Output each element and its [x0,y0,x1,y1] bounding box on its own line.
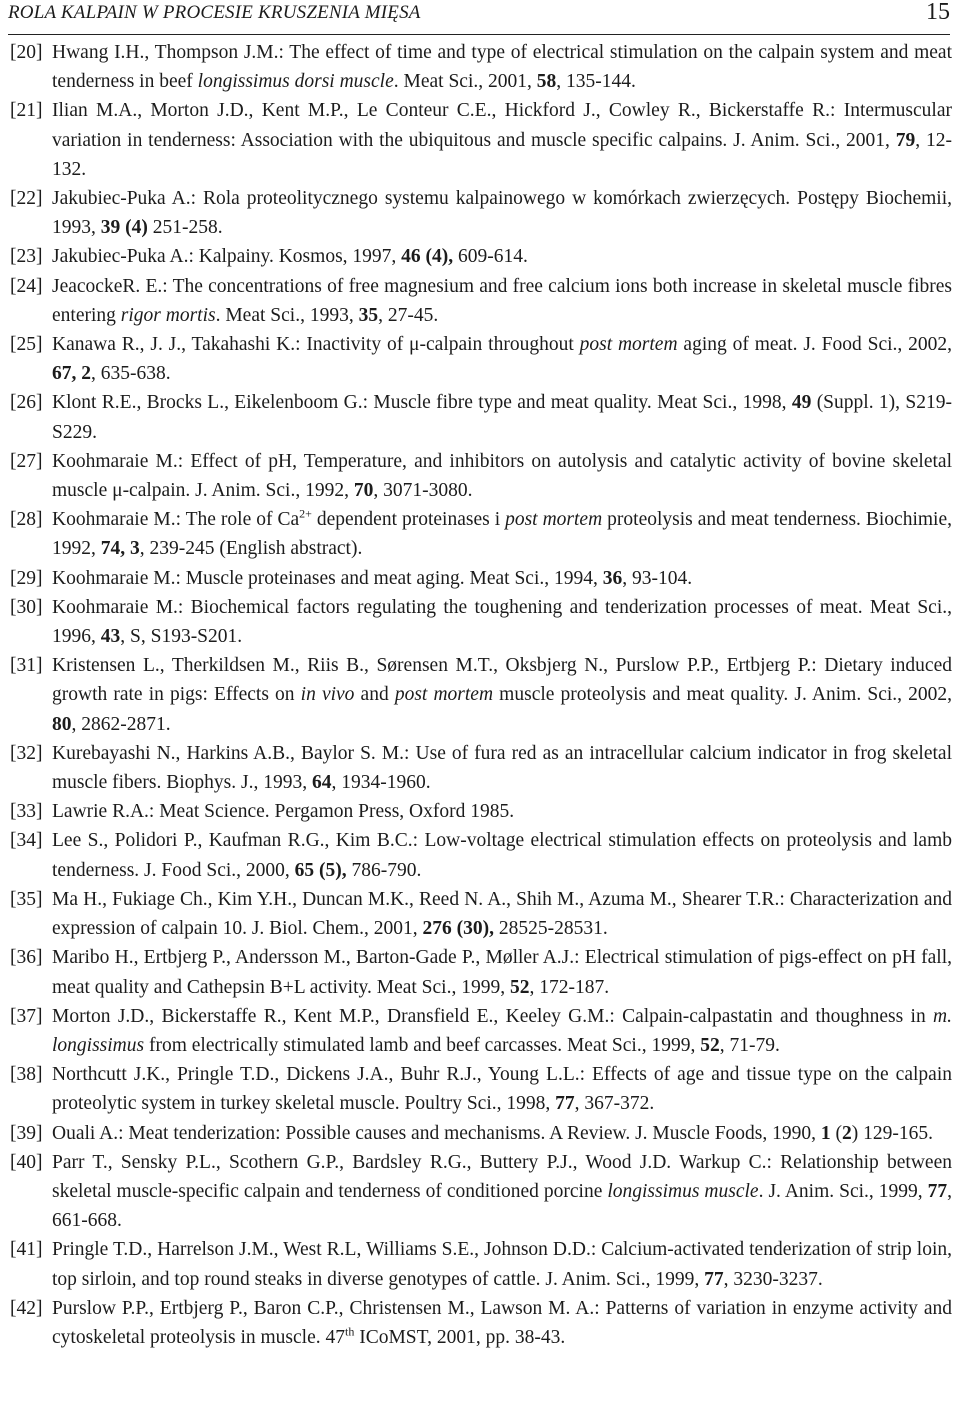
reference-number: [34] [10,830,43,852]
reference-text [52,272,952,330]
reference-segment: , 27-45. [378,304,439,326]
reference-segment: , S, S193-S201. [120,626,243,648]
reference-segment: Purslow P.P., Ertbjerg P., Baron C.P., Christensen M., Lawson M. A.: Patterns of variation in enzyme activity and cytoskeletal proteolysis in muscle. 47 [52,1297,952,1348]
reference-segment: Parr T., Sensky P.L., Scothern G.P., Bardsley R.G., Buttery P.J., Wood J.D. Warkup C.: Relationship between skeletal muscle-specific calpain and tenderness of conditioned porcine [52,1151,952,1202]
reference-text [52,826,952,884]
reference-item [10,1294,952,1352]
reference-segment: and [354,684,395,706]
page-number: 15 [926,0,950,25]
reference-item [10,96,952,184]
bold-text: 70 [353,480,374,502]
reference-segment: JeacockeR. E.: The concentrations of free magnesium and free calcium ions both increase in skeletal muscle fibres entering [52,275,952,326]
reference-item [10,184,952,242]
reference-segment: (Suppl. 1), S219-S229. [52,392,952,443]
running-title: ROLA KALPAIN W PROCESIE KRUSZENIA MIĘSA [8,2,421,23]
reference-item [10,38,952,96]
reference-number: [42] [10,1297,43,1319]
italic-text: post mortem [505,509,603,531]
reference-segment: aging of meat. J. Food Sci., 2002, [677,334,952,356]
superscript: th [345,1324,355,1339]
reference-number: [39] [10,1122,43,1144]
bold-text: 1 [820,1122,831,1144]
bold-text: 65 (5), [294,859,347,881]
reference-segment: Koohmaraie M.: Effect of pH, Temperature, and inhibitors on autolysis and catalytic activity of bovine skeletal muscle μ-calpain. J. Anim. Sci., 1992, [52,450,952,502]
reference-item [10,272,952,330]
reference-segment: 786-790. [346,859,422,881]
reference-segment: Jakubiec-Puka A.: Rola proteolitycznego systemu kalpainowego w komórkach zwierzęcych. Postępy Biochemii, 1993, [52,188,952,239]
reference-segment: . Meat Sci., 2001, [393,71,537,93]
reference-segment: Kanawa R., J. J., Takahashi K.: Inactivity of μ-calpain throughout [52,334,580,356]
reference-text [52,1148,952,1236]
reference-number: [26] [10,392,43,414]
reference-segment: Lawrie R.A.: Meat Science. Pergamon Press, Oxford 1985. [52,801,515,823]
italic-text: longissimus dorsi muscle [197,71,394,93]
reference-number: [38] [10,1064,43,1086]
reference-item [10,1002,952,1060]
reference-number: [20] [10,42,43,63]
reference-segment: Hwang I.H., Thompson J.M.: The effect of time and type of electrical stimulation on the calpain system and meat tenderness in beef [52,42,952,93]
reference-item [10,797,952,826]
reference-segment: Kurebayashi N., Harkins A.B., Baylor S. M.: Use of fura red as an intracellular calcium indicator in frog skeletal muscle fibers. Biophys. J., 1993, [52,742,952,794]
reference-segment: proteolysis and meat tenderness. Biochimie, 1992, [52,509,952,560]
italic-text: m. longissimus [52,1005,952,1056]
reference-segment: dependent proteinases i [311,509,506,531]
reference-number: [35] [10,888,43,910]
reference-list [10,38,952,1352]
reference-text [52,1235,952,1293]
bold-text: 36 [602,567,623,589]
reference-segment: ICoMST, 2001, pp. 38-43. [354,1326,566,1348]
reference-segment: Koohmaraie M.: Biochemical factors regulating the toughening and tenderization processes of meat. Meat Sci., 1996, [52,596,952,648]
reference-number: [29] [10,567,43,589]
bold-text: 77 [555,1093,575,1115]
reference-segment: 28525-28531. [493,918,608,940]
reference-text [52,184,952,242]
reference-segment: , 71-79. [719,1034,780,1056]
reference-item [10,447,952,505]
bold-text: 67, 2 [52,363,91,385]
reference-segment: , 635-638. [91,363,171,385]
reference-text [52,388,952,446]
reference-text [52,1002,952,1060]
reference-number: [41] [10,1239,43,1261]
reference-segment: Klont R.E., Brocks L., Eikelenboom G.: Muscle fibre type and meat quality. Meat Sci., 1998, [52,392,792,414]
superscript: 2+ [299,506,312,521]
reference-item [10,943,952,1001]
reference-segment: Lee S., Polidori P., Kaufman R.G., Kim B.C.: Low-voltage electrical stimulation effects on proteolysis and lamb tenderness. J. Food Sci., 2000, [52,830,952,881]
reference-text [52,38,952,96]
running-header [8,0,950,35]
reference-segment: , 367-372. [574,1093,655,1115]
reference-segment: ( [830,1122,843,1144]
bold-text: 43 [100,626,121,648]
bold-text: 58 [536,71,557,93]
reference-segment: , 3230-3237. [723,1268,823,1290]
bold-text: 80 [52,713,72,735]
reference-segment: muscle proteolysis and meat quality. J. Anim. Sci., 2002, [493,684,953,706]
reference-number: [21] [10,100,43,122]
reference-number: [32] [10,742,43,764]
reference-number: [37] [10,1005,43,1027]
reference-number: [27] [10,450,43,472]
reference-text [52,943,952,1001]
reference-segment: , 239-245 (English abstract). [139,538,363,560]
reference-segment: , 2862-2871. [71,713,171,735]
reference-text [52,885,952,943]
reference-item [10,593,952,651]
reference-segment: Morton J.D., Bickerstaffe R., Kent M.P., Dransfield E., Keeley G.M.: Calpain-calpastatin and thoughness in [52,1005,934,1027]
reference-segment: , 661-668. [52,1180,952,1232]
reference-item [10,1235,952,1293]
reference-number: [22] [10,188,43,210]
reference-number: [31] [10,655,43,677]
reference-segment: Ilian M.A., Morton J.D., Kent M.P., Le Conteur C.E., Hickford J., Cowley R., Bickerstaffe R.: Intermuscular variation in tenderness: Association with the ubiquitous and muscle specific calpains. J. Anim. Sci., 2001, [52,100,952,151]
reference-item [10,651,952,739]
reference-text [52,739,952,797]
reference-segment: , 172-187. [529,976,610,998]
reference-item [10,505,952,563]
bold-text: 52 [700,1034,720,1056]
reference-text [52,1060,952,1118]
bold-text: 35 [358,304,379,326]
bold-text: 52 [509,976,530,998]
reference-item [10,1148,952,1236]
italic-text: post mortem [579,334,678,356]
reference-segment: ) 129-165. [851,1122,934,1144]
reference-text [52,330,952,388]
bold-text: 49 [791,392,812,414]
reference-number: [33] [10,801,43,823]
italic-text: rigor mortis [120,304,216,326]
bold-text: 77 [927,1180,948,1202]
reference-text [52,96,952,184]
bold-text: 46 (4), [401,246,454,268]
reference-segment: , 12-132. [52,129,952,180]
italic-text: post mortem [394,684,494,706]
reference-number: [25] [10,334,43,356]
bold-text: 79 [895,129,916,151]
reference-segment: from electrically stimulated lamb and beef carcasses. Meat Sci., 1999, [144,1034,701,1056]
reference-text [52,1119,952,1148]
reference-text [52,797,952,826]
reference-segment: 609-614. [453,246,528,268]
reference-number: [30] [10,596,43,618]
reference-item [10,564,952,593]
bold-text: 74, 3 [100,538,140,560]
reference-segment: Maribo H., Ertbjerg P., Andersson M., Barton-Gade P., Møller A.J.: Electrical stimulation of pigs-effect on pH fall, meat quality and Cathepsin B+L activity. Meat Sci., 1999, [52,947,952,998]
reference-number: [23] [10,246,43,268]
reference-number: [36] [10,947,43,969]
reference-item [10,242,952,271]
reference-segment: Koohmaraie M.: The role of Ca [52,509,300,531]
reference-item [10,1060,952,1118]
reference-segment: Pringle T.D., Harrelson J.M., West R.L, Williams S.E., Johnson D.D.: Calcium-activated tenderization of strip loin, top sirloin, and top round steaks in diverse genotypes of cattle. J. Anim. Sci., 1999, [52,1239,952,1290]
reference-segment: Ouali A.: Meat tenderization: Possible causes and mechanisms. A Review. J. Muscle Foods, 1990, [52,1122,821,1144]
reference-segment: , 1934-1960. [331,772,431,794]
bold-text: 77 [704,1268,724,1290]
reference-number: [24] [10,275,43,297]
reference-item [10,1119,952,1148]
reference-segment: . J. Anim. Sci., 1999, [758,1180,928,1202]
reference-item [10,388,952,446]
reference-number: [40] [10,1151,43,1173]
reference-text [52,593,952,651]
reference-segment: , 93-104. [622,567,693,589]
reference-segment: . Meat Sci., 1993, [215,304,359,326]
bold-text: 276 (30), [422,918,494,940]
reference-segment: 251-258. [147,217,223,239]
reference-segment: , 3071-3080. [373,480,473,502]
reference-segment: Ma H., Fukiage Ch., Kim Y.H., Duncan M.K., Reed N. A., Shih M., Azuma M., Shearer T.R.: Characterization and expression of calpain 10. J. Biol. Chem., 2001, [52,888,952,940]
italic-text: longissimus muscle [607,1180,759,1202]
reference-segment: Kristensen L., Therkildsen M., Riis B., Sørensen M.T., Oksbjerg N., Purslow P.P., Ertbjerg P.: Dietary induced growth rate in pigs: Effects on [52,655,952,706]
reference-item [10,330,952,388]
reference-segment: Jakubiec-Puka A.: Kalpainy. Kosmos, 1997, [52,246,402,268]
reference-text [52,564,952,593]
reference-item [10,885,952,943]
reference-text [52,651,952,739]
reference-text [52,505,952,563]
bold-text: 64 [311,772,332,794]
reference-segment: , 135-144. [556,71,636,93]
reference-segment: Northcutt J.K., Pringle T.D., Dickens J.A., Buhr R.J., Young L.L.: Effects of age and tissue type on the calpain proteolytic system in turkey skeletal muscle. Poultry Sci., 1998, [52,1064,952,1115]
reference-text [52,1294,952,1352]
bold-text: 39 (4) [100,217,148,239]
reference-item [10,739,952,797]
bold-text: 2 [842,1122,852,1144]
reference-number: [28] [10,509,43,531]
italic-text: in vivo [300,684,355,706]
reference-segment: Koohmaraie M.: Muscle proteinases and meat aging. Meat Sci., 1994, [52,567,603,589]
reference-item [10,826,952,884]
reference-text [52,447,952,505]
reference-text [52,242,952,271]
